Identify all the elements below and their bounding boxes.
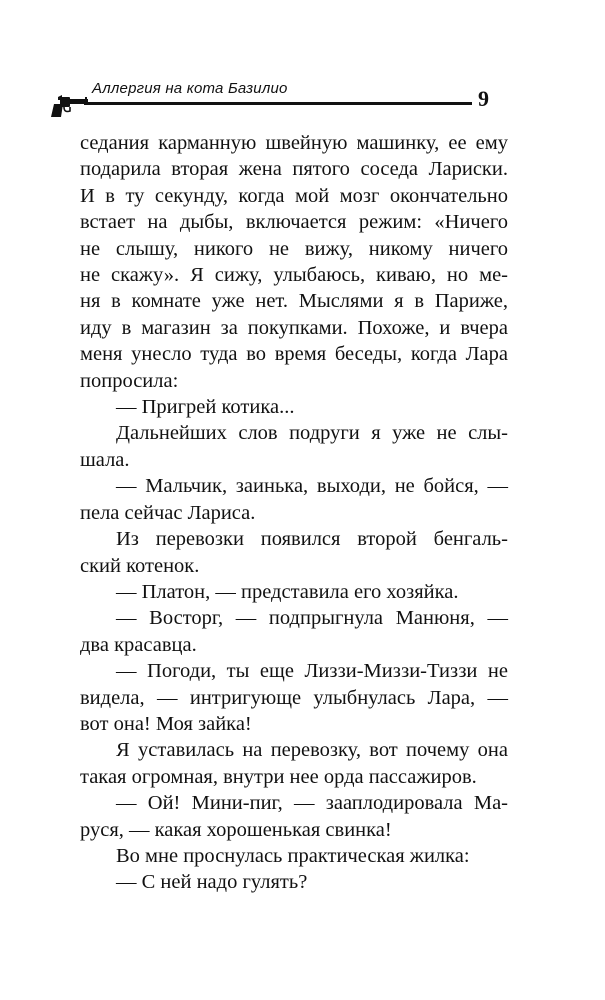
text-line: вот она! Моя зайка! <box>80 712 252 735</box>
text-line: подарила вторая жена пятого соседа Лариски. <box>80 158 508 181</box>
text-line: ский котенок. <box>80 554 200 577</box>
text-line: седания карманную швейную машинку, ее ему <box>80 132 508 154</box>
text-line: шала. <box>80 448 130 471</box>
text-line: И в ту секунду, когда мой мозг окончательно <box>80 184 508 207</box>
text-line: — С ней надо гулять? <box>116 871 308 894</box>
page-number: 9 <box>478 86 489 111</box>
text-line: два красавца. <box>80 633 197 656</box>
text-line: ня в комнате уже нет. Мыслями я в Париже, <box>80 290 508 313</box>
text-line: меня унесло туда во время беседы, когда Лара <box>80 343 508 366</box>
text-line: Из перевозки появился второй бенгаль- <box>116 528 508 551</box>
text-line: — Ой! Мини-пиг, — зааплодировала Ма- <box>116 792 508 815</box>
text-line: — Восторг, — подпрыгнула Манюня, — <box>116 607 508 630</box>
text-line: не скажу». Я сижу, улыбаюсь, киваю, но ме- <box>80 264 508 287</box>
running-title: Аллергия на кота Базилио <box>92 80 288 97</box>
header-rule <box>84 102 472 105</box>
text-line: встает на дыбы, включается режим: «Ничего <box>80 211 508 234</box>
text-line: не слышу, никого не вижу, никому ничего <box>80 237 508 260</box>
text-line: Дальнейших слов подруги я уже не слы- <box>116 422 508 445</box>
text-line: иду в магазин за покупками. Похоже, и вчера <box>80 316 508 339</box>
text-line: — Платон, — представила его хозяйка. <box>116 580 459 603</box>
revolver-icon <box>50 94 88 118</box>
text-line: Я уставилась на перевозку, вот почему она <box>116 739 508 762</box>
text-line: Во мне проснулась практическая жилка: <box>116 844 470 867</box>
text-line: — Пригрей котика... <box>116 396 295 419</box>
text-line: пела сейчас Лариса. <box>80 501 256 524</box>
text-line: руся, — какая хорошенькая свинка! <box>80 818 392 841</box>
text-line: — Мальчик, заинька, выходи, не бойся, — <box>116 475 508 498</box>
body-text <box>80 130 508 896</box>
text-line: попросила: <box>80 369 179 392</box>
text-line: — Погоди, ты еще Лиззи-Миззи-Тиззи не <box>116 660 508 683</box>
text-line: видела, — интригующе улыбнулась Лара, — <box>80 686 508 709</box>
text-line: такая огромная, внутри нее орда пассажиров. <box>80 765 477 788</box>
